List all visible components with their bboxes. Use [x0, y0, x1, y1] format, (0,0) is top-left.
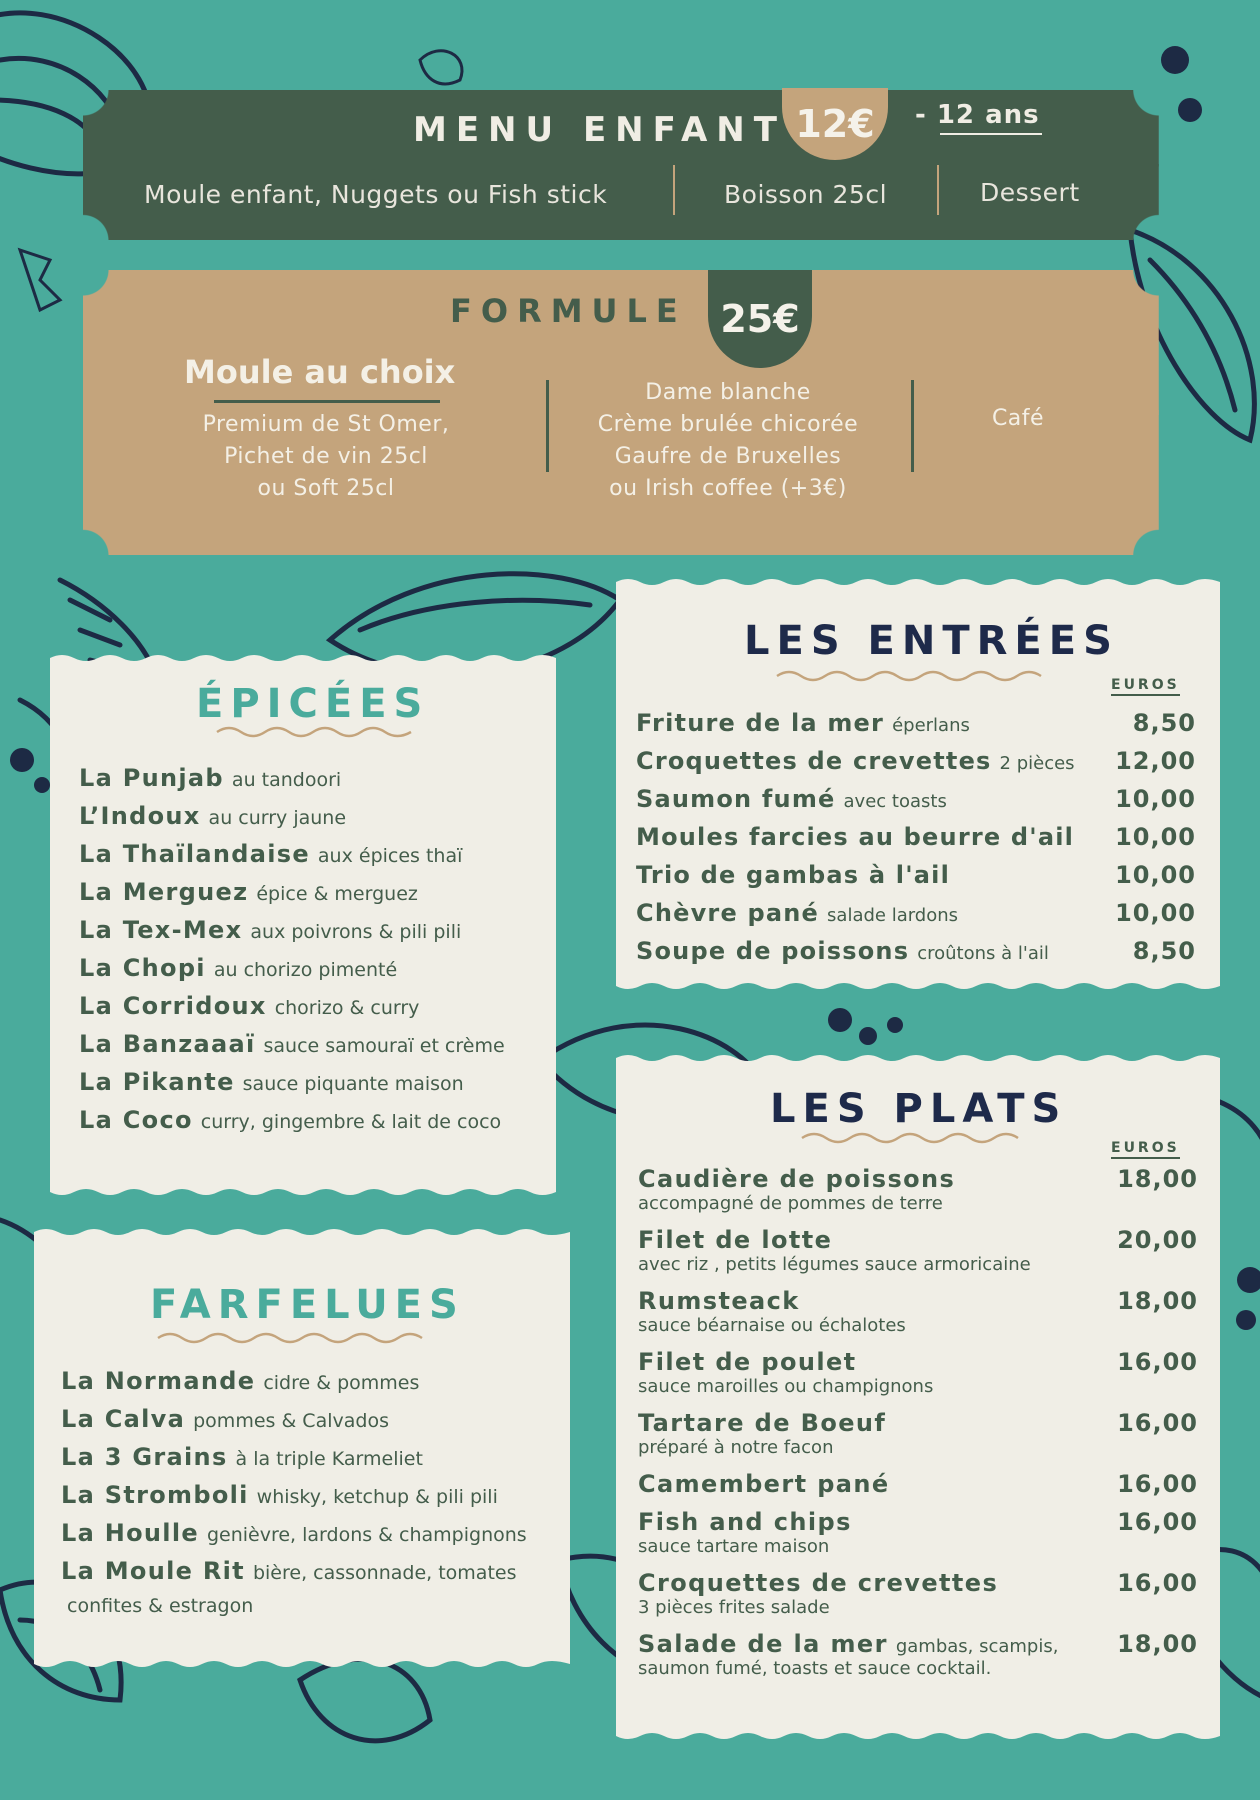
torn-edge [616, 980, 1220, 992]
formule-dessert-line: Crème brulée chicorée [597, 412, 859, 437]
divider [546, 380, 549, 472]
list-item: La Calva pommes & Calvados [61, 1405, 389, 1433]
formule-main-line: Premium de St Omer, [202, 412, 450, 437]
divider [911, 380, 914, 472]
list-item: Saumon fumé avec toasts 10,00 [636, 785, 1196, 813]
plats-title: LES PLATS [770, 1086, 1068, 1132]
plats-list [638, 1165, 1198, 1691]
wave-divider [215, 724, 415, 740]
entrees-euros-label: EUROS [1111, 677, 1180, 696]
list-item-continuation: confites & estragon [67, 1595, 254, 1617]
torn-edge [616, 576, 1220, 588]
kids-menu-main: Moule enfant, Nuggets ou Fish stick [144, 180, 608, 209]
list-item: La Tex-Mex aux poivrons & pili pili [79, 916, 462, 944]
list-item: Camembert pané 16,00 [638, 1470, 1198, 1498]
divider [937, 165, 939, 215]
list-item: La 3 Grains à la triple Karmeliet [61, 1443, 423, 1471]
list-item: Soupe de poissons croûtons à l'ail 8,50 [636, 937, 1196, 965]
farfelues-title: FARFELUES [150, 1282, 465, 1328]
formule-title: FORMULE [450, 292, 687, 330]
formule-dessert-options [570, 377, 886, 505]
list-item: Filet de poulet 16,00 sauce maroilles ou champignons [638, 1348, 1198, 1397]
formule-coffee: Café [991, 406, 1045, 431]
plats-euros-label: EUROS [1111, 1140, 1180, 1159]
list-item: La Banzaaaï sauce samouraï et crème [79, 1030, 505, 1058]
list-item: Salade de la mer gambas, scampis, 18,00 saumon fumé, toasts et sauce cocktail. [638, 1630, 1198, 1679]
kids-menu-title: MENU ENFANT [413, 110, 786, 150]
wave-divider [800, 1130, 1030, 1146]
list-item: La Normande cidre & pommes [61, 1367, 420, 1395]
formule-dessert-line: ou Irish coffee (+3€) [609, 476, 847, 501]
wave-divider [775, 668, 1055, 684]
kids-age-underline [940, 133, 1042, 135]
list-item: La Stromboli whisky, ketchup & pili pili [61, 1481, 498, 1509]
formule-main-line: ou Soft 25cl [257, 476, 395, 501]
entrees-title: LES ENTRÉES [744, 618, 1119, 664]
list-item: La Thaïlandaise aux épices thaï [79, 840, 463, 868]
list-item: La Houlle genièvre, lardons & champignons [61, 1519, 527, 1547]
list-item: La Chopi au chorizo pimenté [79, 954, 398, 982]
formule-main-heading: Moule au choix [184, 353, 456, 391]
list-item: Tartare de Boeuf 16,00 préparé à notre facon [638, 1409, 1198, 1458]
epicees-list [79, 764, 505, 1144]
list-item: Croquettes de crevettes 2 pièces 12,00 [636, 747, 1196, 775]
kids-menu-drink: Boisson 25cl [724, 180, 888, 209]
formule-main-line: Pichet de vin 25cl [224, 444, 428, 469]
formule-price-badge: 25€ [708, 270, 812, 368]
list-item: La Punjab au tandoori [79, 764, 342, 792]
formule-main-options [184, 409, 468, 505]
entrees-list [636, 709, 1196, 975]
farfelues-list [61, 1367, 527, 1633]
kids-menu-dessert: Dessert [980, 178, 1080, 207]
torn-edge [616, 1052, 1220, 1064]
list-item: La Corridoux chorizo & curry [79, 992, 420, 1020]
formule-dessert-line: Gaufre de Bruxelles [614, 444, 842, 469]
list-item: Fish and chips 16,00 sauce tartare maison [638, 1508, 1198, 1557]
formule-dessert-line: Dame blanche [645, 380, 811, 405]
list-item: Friture de la mer éperlans 8,50 [636, 709, 1196, 737]
torn-edge [34, 1226, 570, 1238]
torn-edge [34, 1658, 570, 1670]
kids-menu-price-badge: 12€ [782, 88, 888, 160]
list-item: Filet de lotte 20,00 avec riz , petits légumes sauce armoricaine [638, 1226, 1198, 1275]
divider [673, 165, 675, 215]
kids-menu-age-limit: - 12 ans [915, 100, 1040, 130]
list-item: La Merguez épice & merguez [79, 878, 418, 906]
list-item: Rumsteack 18,00 sauce béarnaise ou échalotes [638, 1287, 1198, 1336]
list-item: La Pikante sauce piquante maison [79, 1068, 464, 1096]
list-item: Chèvre pané salade lardons 10,00 [636, 899, 1196, 927]
wave-divider [156, 1330, 436, 1346]
list-item: Moules farcies au beurre d'ail 10,00 [636, 823, 1196, 851]
list-item: Caudière de poissons 18,00 accompagné de pommes de terre [638, 1165, 1198, 1214]
epicees-title: ÉPICÉES [196, 681, 430, 727]
torn-edge [50, 652, 556, 664]
torn-edge [616, 1730, 1220, 1742]
list-item: La Coco curry, gingembre & lait de coco [79, 1106, 502, 1134]
torn-edge [50, 1186, 556, 1198]
list-item: L’Indoux au curry jaune [79, 802, 347, 830]
formule-heading-underline [214, 400, 440, 403]
list-item: Trio de gambas à l'ail 10,00 [636, 861, 1196, 889]
list-item: Croquettes de crevettes 16,00 3 pièces frites salade [638, 1569, 1198, 1618]
list-item: La Moule Rit bière, cassonnade, tomates [61, 1557, 517, 1585]
